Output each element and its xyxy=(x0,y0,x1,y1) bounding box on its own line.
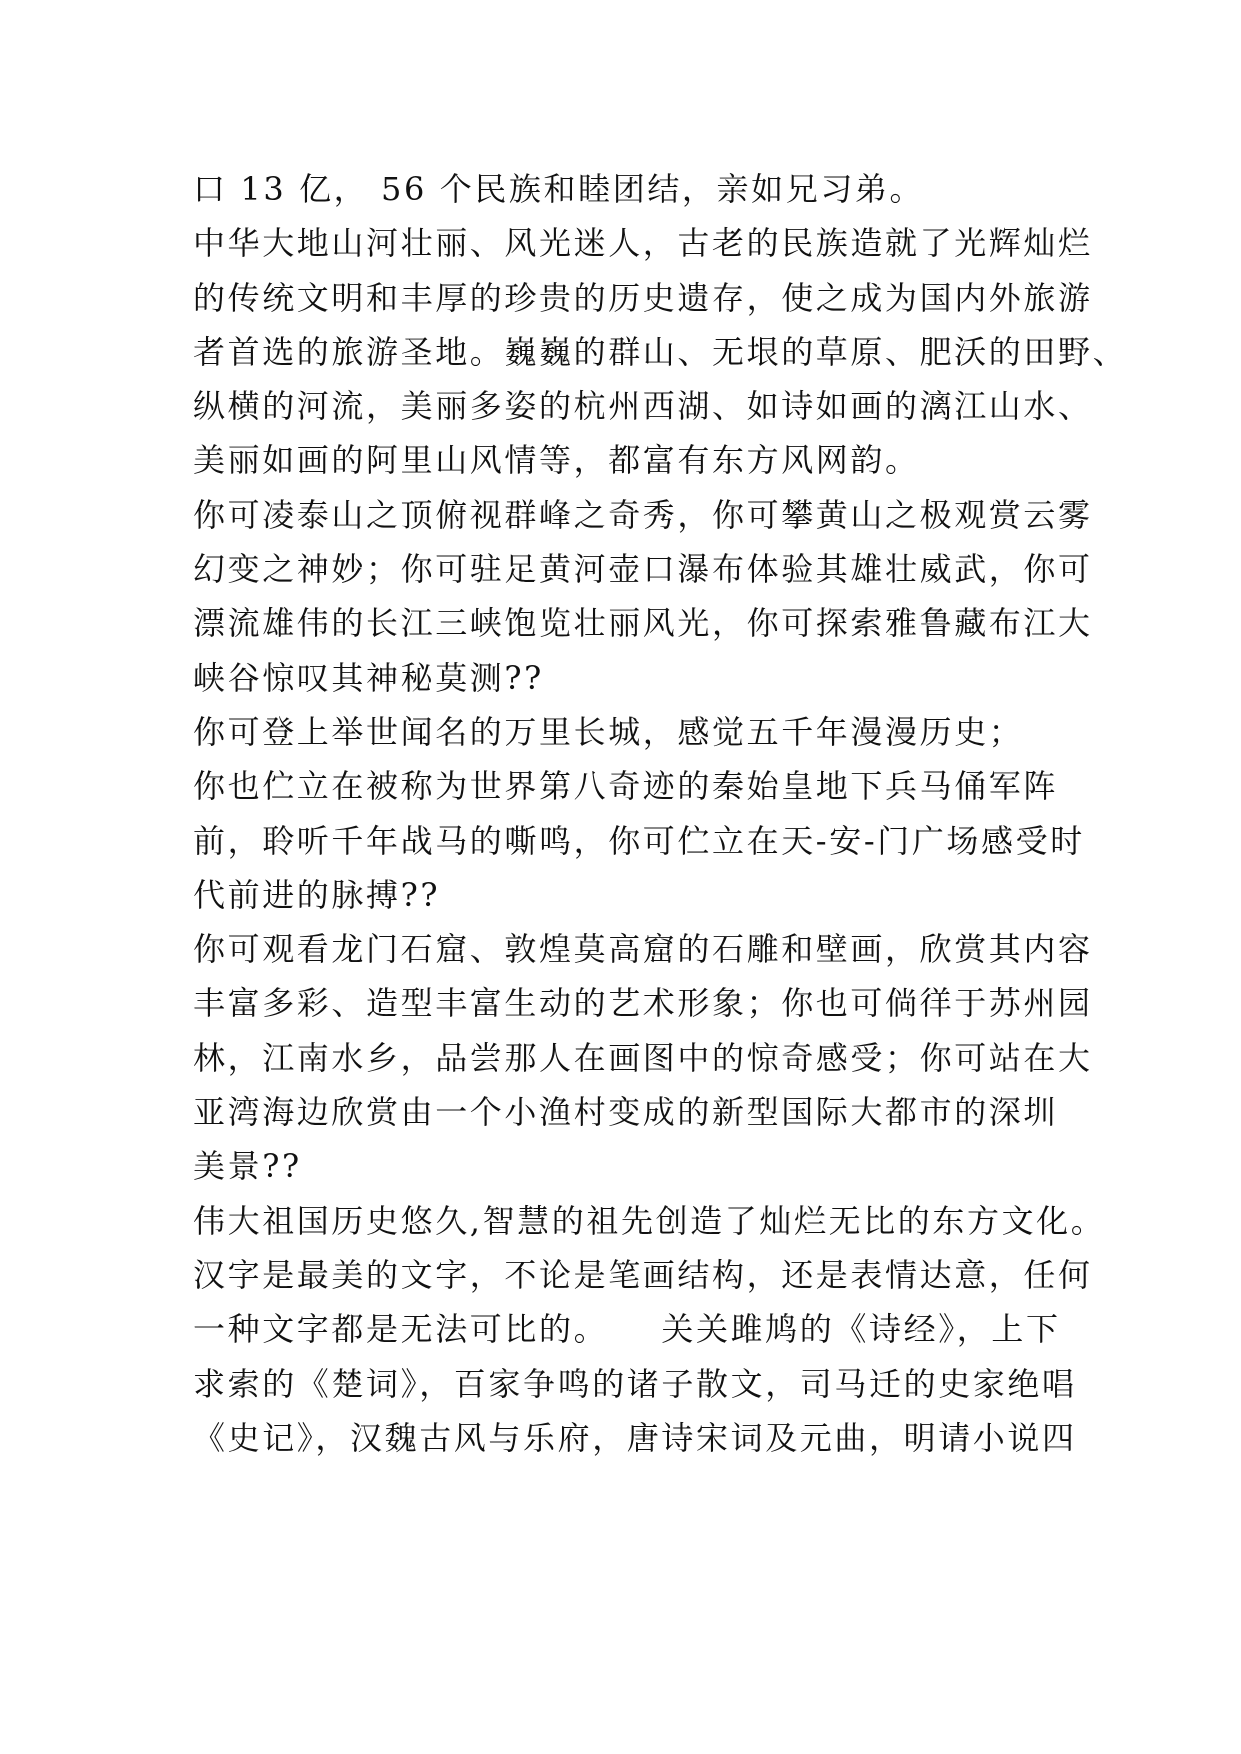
text-line: 美景?? xyxy=(193,1147,302,1186)
text-line: 求索的《楚词》，百家争鸣的诸子散文，司马迁的史家绝唱 xyxy=(193,1364,1077,1403)
text-line: 美丽如画的阿里山风情等，都富有东方风网韵。 xyxy=(193,441,920,480)
text-line: 峡谷惊叹其神秘莫测?? xyxy=(193,658,544,697)
text-line: 口 13 亿， 56 个民族和睦团结，亲如兄习弟。 xyxy=(193,170,925,208)
text-line: 你可凌泰山之顶俯视群峰之奇秀，你可攀黄山之极观赏云雾 xyxy=(193,495,1093,534)
text-line: 你也伫立在被称为世界第八奇迹的秦始皇地下兵马俑军阵 xyxy=(193,767,1059,806)
text-line: 纵横的河流，美丽多姿的杭州西湖、如诗如画的漓江山水、 xyxy=(193,387,1093,426)
text-line: 亚湾海边欣赏由一个小渔村变成的新型国际大都市的深圳 xyxy=(193,1093,1059,1132)
text-line: 林，江南水乡，品尝那人在画图中的惊奇感受；你可站在大 xyxy=(193,1038,1093,1077)
text-line: 幻变之神妙；你可驻足黄河壶口瀑布体验其雄壮威武，你可 xyxy=(193,550,1093,589)
text-line: 代前进的脉搏?? xyxy=(193,875,441,914)
text-line: 的传统文明和丰厚的珍贵的历史遗存，使之成为国内外旅游 xyxy=(193,278,1093,317)
text-line: 中华大地山河壮丽、风光迷人，古老的民族造就了光辉灿烂 xyxy=(193,224,1093,263)
text-line: 伟大祖国历史悠久,智慧的祖先创造了灿烂无比的东方文化。 xyxy=(193,1201,1106,1240)
text-line: 前，聆听千年战马的嘶鸣，你可伫立在天-安-门广场感受时 xyxy=(193,821,1085,860)
text-line: 丰富多彩、造型丰富生动的艺术形象；你也可倘徉于苏州园 xyxy=(193,984,1093,1023)
text-line: 你可登上举世闻名的万里长城，感觉五千年漫漫历史； xyxy=(193,712,1024,751)
text-line: 汉字是最美的文字，不论是笔画结构，还是表情达意，任何 xyxy=(193,1255,1093,1294)
body-text xyxy=(193,162,1128,1465)
text-line: 你可观看龙门石窟、敦煌莫高窟的石雕和壁画，欣赏其内容 xyxy=(193,930,1093,969)
text-line: 一种文字都是无法可比的。 关关雎鸠的《诗经》，上下 xyxy=(193,1310,1061,1349)
text-line: 《史记》，汉魏古风与乐府，唐诗宋词及元曲，明请小说四 xyxy=(193,1418,1077,1457)
text-line: 者首选的旅游圣地。巍巍的群山、无垠的草原、肥沃的田野、 xyxy=(193,332,1128,371)
text-line: 漂流雄伟的长江三峡饱览壮丽风光，你可探索雅鲁藏布江大 xyxy=(193,604,1093,643)
